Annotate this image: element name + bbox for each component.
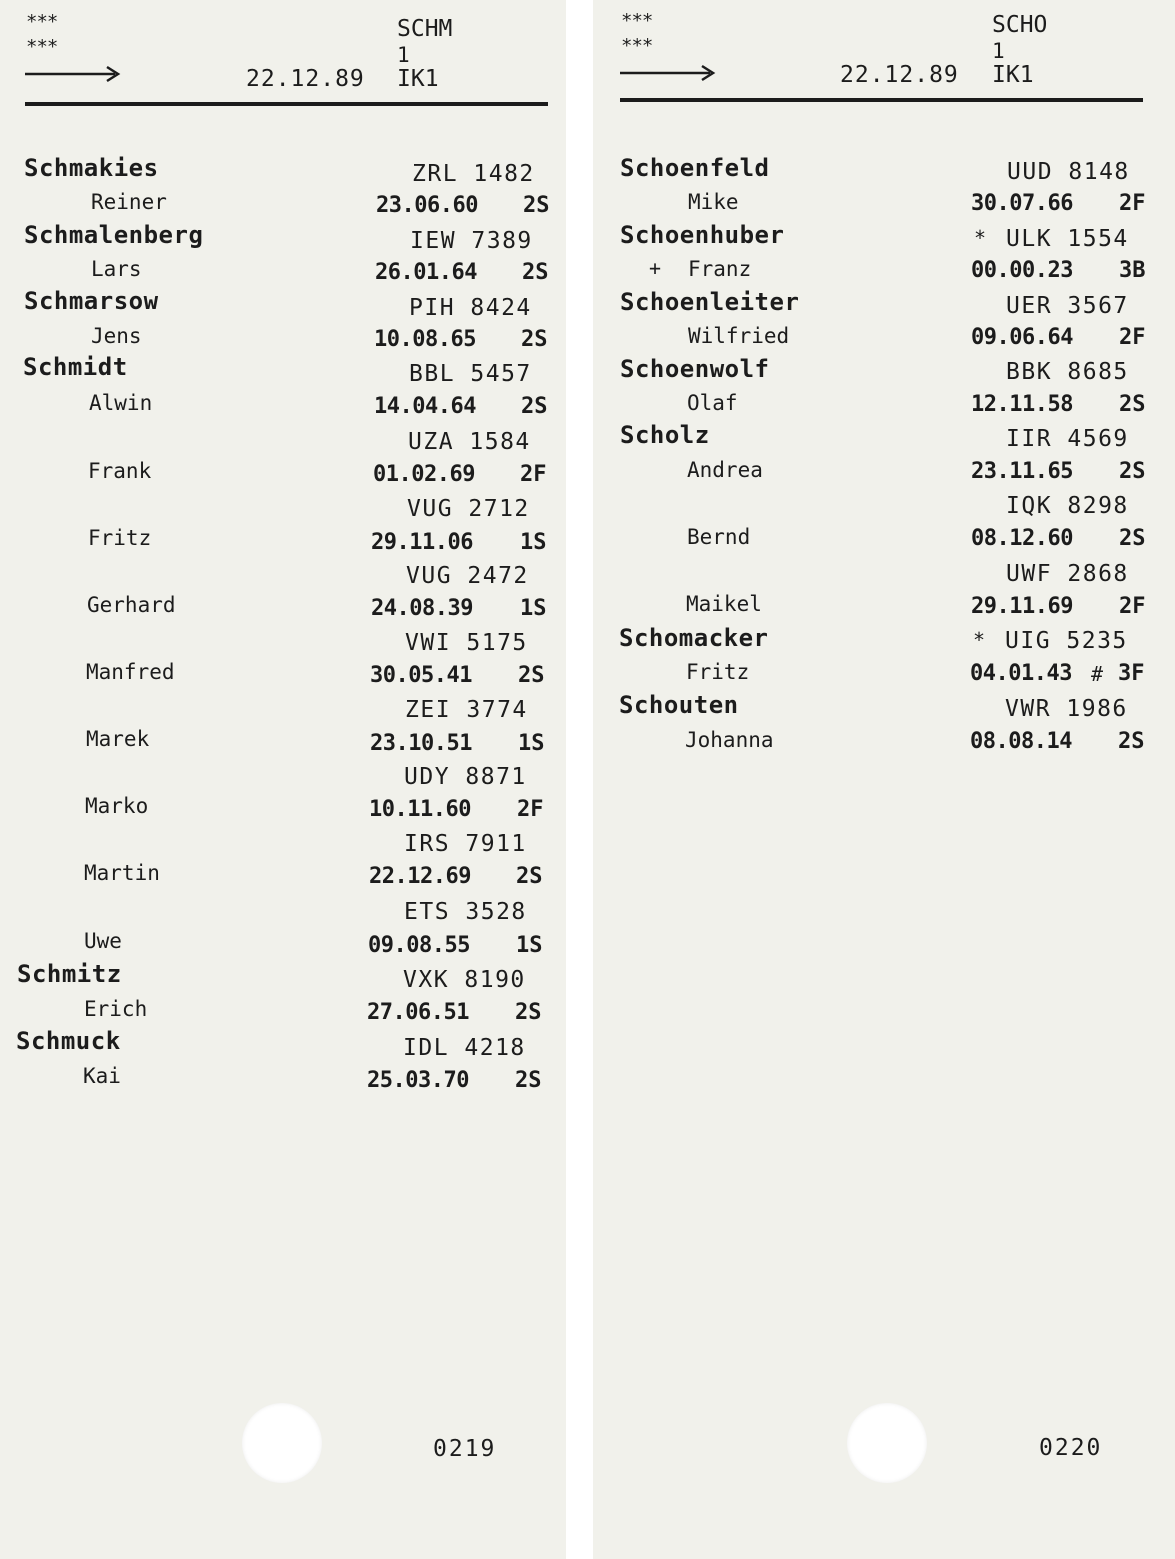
entry-code: IIR 4569 [1006, 426, 1129, 452]
given-name: Wilfried [688, 324, 790, 348]
asterisk-mark: * [973, 628, 986, 652]
entry-date: 08.12.60 [971, 526, 1073, 551]
header-date: 22.12.89 [840, 62, 959, 88]
entry-class: 1S [516, 933, 543, 958]
surname: Schmuck [16, 1027, 121, 1055]
entry-date: 30.07.66 [971, 191, 1073, 216]
given-name: Erich [84, 997, 148, 1021]
surname: Schouten [619, 691, 739, 719]
entry-class: 2S [523, 193, 550, 218]
entry-date: 09.08.55 [368, 933, 470, 958]
surname: Schmitz [17, 960, 122, 988]
entry-date: 26.01.64 [375, 260, 477, 285]
surname: Scholz [620, 421, 710, 449]
index-card-schm [0, 0, 566, 1559]
surname: Schoenfeld [620, 154, 770, 182]
entry-code: VUG 2712 [407, 496, 530, 522]
arrow-right-icon [620, 63, 716, 83]
card-number: 0220 [1039, 1435, 1103, 1461]
surname: Schmakies [24, 154, 159, 182]
list-code: IK1 [397, 66, 439, 92]
entry-date: 27.06.51 [367, 1000, 469, 1025]
entry-date: 01.02.69 [373, 462, 475, 487]
given-name: Uwe [84, 929, 122, 953]
given-name: Alwin [89, 391, 153, 415]
sheet-number: 1 [992, 39, 1005, 63]
entry-code: UWF 2868 [1006, 561, 1129, 587]
entry-class: 1S [520, 530, 547, 555]
given-name: Jens [91, 324, 142, 348]
entry-code: ZRL 1482 [412, 161, 535, 187]
given-name: Fritz [88, 526, 152, 550]
hash-mark: # [1091, 662, 1104, 686]
given-name: Marek [86, 727, 150, 751]
header-stars-line-1: *** [26, 11, 58, 33]
given-name: Gerhard [87, 593, 176, 617]
entry-code: ETS 3528 [404, 899, 527, 925]
entry-class: 1S [518, 731, 545, 756]
entry-date: 10.08.65 [374, 327, 476, 352]
entry-class: 2S [518, 663, 545, 688]
entry-code: UER 3567 [1006, 293, 1129, 319]
entry-code: UIG 5235 [1005, 628, 1128, 654]
index-card-scho [593, 0, 1175, 1559]
entry-date: 09.06.64 [971, 325, 1073, 350]
header-divider [25, 102, 548, 106]
given-name: Manfred [86, 660, 175, 684]
given-name: Johanna [685, 728, 774, 752]
entry-code: VWR 1986 [1005, 696, 1128, 722]
entry-code: BBK 8685 [1006, 359, 1129, 385]
entry-code: PIH 8424 [409, 295, 532, 321]
entry-class: 2S [1118, 729, 1145, 754]
given-name: Fritz [686, 660, 750, 684]
header-stars-line-2: *** [26, 36, 58, 58]
entry-date: 12.11.58 [971, 392, 1073, 417]
entry-code: VWI 5175 [405, 630, 528, 656]
entry-class: 2S [516, 864, 543, 889]
surname: Schoenhuber [620, 221, 785, 249]
given-name: Reiner [91, 190, 167, 214]
entry-class: 3B [1119, 258, 1146, 283]
header-stars-line-2: *** [621, 35, 653, 57]
entry-code: UUD 8148 [1007, 159, 1130, 185]
entry-date: 23.11.65 [971, 459, 1073, 484]
asterisk-mark: * [974, 226, 987, 250]
surname: Schmidt [23, 353, 128, 381]
entry-code: IEW 7389 [410, 228, 533, 254]
entry-date: 30.05.41 [370, 663, 472, 688]
sheet-number: 1 [397, 43, 410, 67]
card-number: 0219 [433, 1436, 497, 1462]
given-name: Franz [688, 257, 752, 281]
surname: Schomacker [619, 624, 769, 652]
entry-date: 22.12.69 [369, 864, 471, 889]
header-divider [620, 98, 1143, 102]
entry-date: 29.11.06 [371, 530, 473, 555]
entry-class: 2F [517, 797, 544, 822]
entry-class: 2S [515, 1000, 542, 1025]
given-name: Olaf [687, 391, 738, 415]
given-name: Mike [688, 190, 739, 214]
entry-date: 24.08.39 [371, 596, 473, 621]
entry-code: VXK 8190 [403, 967, 526, 993]
entry-code: ULK 1554 [1006, 226, 1129, 252]
entry-date: 04.01.43 [970, 661, 1072, 686]
surname: Schmarsow [24, 287, 159, 315]
given-name: Martin [84, 861, 160, 885]
range-code: SCHO [992, 12, 1048, 38]
entry-code: IQK 8298 [1006, 493, 1129, 519]
given-name: Kai [83, 1064, 121, 1088]
given-name: Frank [88, 459, 152, 483]
entry-class: 2S [515, 1068, 542, 1093]
entry-class: 2S [1119, 526, 1146, 551]
entry-date: 25.03.70 [367, 1068, 469, 1093]
entry-class: 2S [522, 260, 549, 285]
given-name: Andrea [687, 458, 763, 482]
entry-code: VUG 2472 [406, 563, 529, 589]
entry-date: 14.04.64 [374, 394, 476, 419]
entry-date: 23.06.60 [376, 193, 478, 218]
arrow-right-icon [25, 64, 121, 84]
cross-mark: + [649, 256, 662, 280]
entry-code: IDL 4218 [403, 1035, 526, 1061]
entry-code: UDY 8871 [404, 764, 527, 790]
surname: Schoenleiter [620, 288, 800, 316]
entry-class: 2S [521, 394, 548, 419]
entry-class: 2F [1119, 594, 1146, 619]
header-date: 22.12.89 [246, 66, 365, 92]
entry-date: 08.08.14 [970, 729, 1072, 754]
entry-code: BBL 5457 [409, 361, 532, 387]
entry-date: 29.11.69 [971, 594, 1073, 619]
entry-class: 2S [521, 327, 548, 352]
list-code: IK1 [992, 62, 1034, 88]
entry-class: 1S [520, 596, 547, 621]
header-stars-line-1: *** [621, 10, 653, 32]
given-name: Lars [91, 257, 142, 281]
punch-hole [847, 1403, 927, 1483]
entry-class: 2F [1119, 191, 1146, 216]
entry-class: 2F [520, 462, 547, 487]
given-name: Maikel [686, 592, 762, 616]
given-name: Marko [85, 794, 149, 818]
given-name: Bernd [687, 525, 751, 549]
punch-hole [242, 1403, 322, 1483]
entry-date: 10.11.60 [369, 797, 471, 822]
entry-class: 3F [1118, 661, 1145, 686]
entry-code: ZEI 3774 [405, 697, 528, 723]
entry-date: 00.00.23 [971, 258, 1073, 283]
entry-code: UZA 1584 [408, 429, 531, 455]
entry-code: IRS 7911 [404, 831, 527, 857]
entry-class: 2F [1119, 325, 1146, 350]
surname: Schoenwolf [620, 355, 770, 383]
entry-class: 2S [1119, 392, 1146, 417]
range-code: SCHM [397, 16, 453, 42]
surname: Schmalenberg [24, 221, 204, 249]
entry-date: 23.10.51 [370, 731, 472, 756]
entry-class: 2S [1119, 459, 1146, 484]
